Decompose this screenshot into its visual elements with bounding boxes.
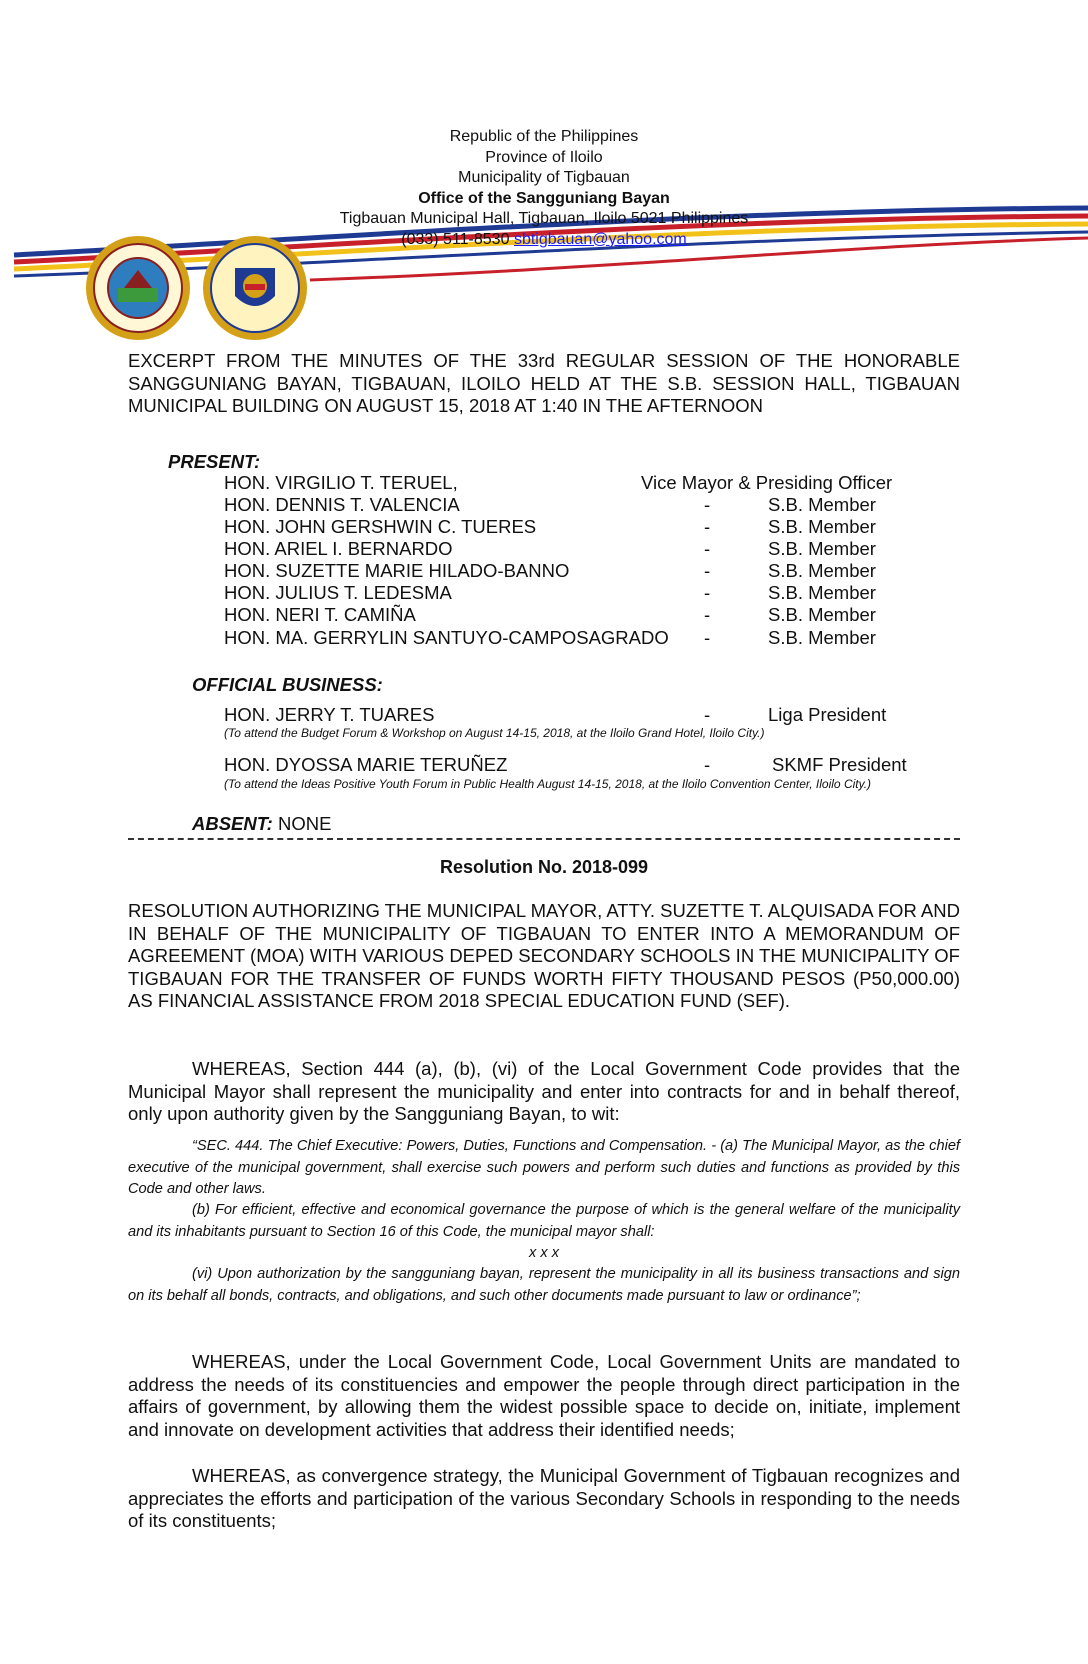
separator-dash: - (704, 538, 711, 559)
attendee-row (224, 604, 924, 626)
separator-dash: - (704, 560, 711, 581)
attendee-name: HON. DYOSSA MARIE TERUÑEZ (224, 754, 508, 775)
attendee-name: HON. MA. GERRYLIN SANTUYO-CAMPOSAGRADO (224, 627, 669, 648)
municipality-line: Municipality of Tigbauan (458, 169, 630, 186)
attendee-name: HON. JERRY T. TUARES (224, 704, 435, 725)
attendee-row (224, 627, 924, 649)
omission-marker: x x x (529, 1245, 559, 1261)
quoted-code-paragraph: “SEC. 444. The Chief Executive: Powers, Duties, Functions and Compensation. - (a) The Municipal Mayor, as the chief executive of the municipal government, shall exercise such powers and perform such duties and functions as provided by this Code and other laws. (128, 1138, 960, 1197)
attendee-name: HON. NERI T. CAMIÑA (224, 604, 416, 625)
absent-line (192, 813, 331, 835)
attendee-row (224, 538, 924, 560)
sangguniang-bayan-seal-logo (201, 234, 309, 342)
section-divider (128, 838, 960, 840)
attendee-position: Vice Mayor & Presiding Officer (641, 472, 893, 493)
attendee-position: Liga President (768, 704, 887, 725)
attendee-position: S.B. Member (768, 582, 876, 603)
email-link[interactable]: sbtigbauan@yahoo.com (513, 230, 687, 248)
attendee-row (224, 516, 924, 538)
republic-line: Republic of the Philippines (449, 128, 639, 145)
absent-value: NONE (278, 813, 332, 834)
resolution-title: RESOLUTION AUTHORIZING THE MUNICIPAL MAYOR, ATTY. SUZETTE T. ALQUISADA FOR AND IN BEHALF OF THE MUNICIPALITY OF TIGBAUAN TO ENTER INTO A MEMORANDUM OF AGREEMENT (MOA) WITH VARIOUS DEPED SECONDARY SCHOOLS IN THE MUNICIPALITY OF TIGBAUAN FOR THE TRANSFER OF FUNDS WORTH FIFTY THOUSAND PESOS (P50,000.00) AS FINANCIAL ASSISTANCE FROM 2018 SPECIAL EDUCATION FUND (SEF). (128, 900, 960, 1011)
whereas-paragraph: WHEREAS, under the Local Government Code, Local Government Units are mandated to address the needs of its constituencies and empower the people through direct participation in the affairs of government, by allowing them the widest possible space to decide on, initiate, implement and innovate on development activities that address their identified needs; (128, 1351, 960, 1440)
separator-dash: - (704, 627, 711, 648)
contact-line (0, 230, 1088, 251)
attendee-name: HON. JOHN GERSHWIN C. TUERES (224, 516, 537, 537)
separator-dash: - (704, 754, 711, 775)
phone-number: (033) 511-8530 (401, 230, 510, 248)
attendee-position: S.B. Member (768, 538, 876, 559)
attendee-name: HON. SUZETTE MARIE HILADO-BANNO (224, 560, 570, 581)
separator-dash: - (704, 704, 711, 725)
separator-dash: - (704, 582, 711, 603)
attendee-row (224, 704, 924, 726)
whereas-paragraph: WHEREAS, as convergence strategy, the Municipal Government of Tigbauan recognizes and appreciates the efforts and participation of the various Secondary Schools in responding to the needs of its constituents; (128, 1465, 960, 1531)
attendee-name: HON. ARIEL I. BERNARDO (224, 538, 453, 559)
quoted-code-paragraph: (b) For efficient, effective and economical governance the purpose of which is the general welfare of the municipality and its inhabitants pursuant to Section 16 of this Code, the municipal mayor shall: (128, 1202, 960, 1240)
attendee-name: HON. VIRGILIO T. TERUEL, (224, 472, 458, 493)
province-line: Province of Iloilo (485, 148, 603, 166)
attendee-position: S.B. Member (768, 604, 876, 625)
attendee-row (224, 582, 924, 604)
attendee-name: HON. JULIUS T. LEDESMA (224, 582, 452, 603)
present-heading: PRESENT: (168, 451, 261, 472)
official-business-heading: OFFICIAL BUSINESS: (192, 674, 383, 695)
attendee-position: SKMF President (772, 754, 907, 775)
minutes-excerpt-heading: EXCERPT FROM THE MINUTES OF THE 33rd REGULAR SESSION OF THE HONORABLE SANGGUNIANG BAYAN, TIGBAUAN, ILOILO HELD AT THE S.B. SESSION HALL, TIGBAUAN MUNICIPAL BUILDING ON AUGUST 15, 2018 AT 1:40 IN THE AFTERNOON (128, 350, 960, 416)
absent-label: ABSENT: (192, 813, 273, 834)
separator-dash: - (704, 604, 711, 625)
attendee-row (224, 754, 924, 776)
attendee-row (224, 494, 924, 516)
quoted-code-paragraph: (vi) Upon authorization by the sangguniang bayan, represent the municipality in all its business transactions and sign on its behalf all bonds, contracts, and obligations, and such other documents made pursuant to law or ordinance”; (128, 1266, 960, 1304)
attendee-name: HON. DENNIS T. VALENCIA (224, 494, 460, 515)
separator-dash: - (704, 494, 711, 515)
attendance-note: (To attend the Ideas Positive Youth Forum in Public Health August 14-15, 2018, at the Iloilo Convention Center, Iloilo City.) (224, 777, 872, 791)
attendee-row (224, 472, 924, 494)
municipality-seal-logo (84, 234, 192, 342)
attendee-position: S.B. Member (768, 494, 876, 515)
resolution-number: Resolution No. 2018-099 (439, 857, 649, 877)
attendee-position: S.B. Member (768, 627, 876, 648)
attendee-position: S.B. Member (768, 560, 876, 581)
attendee-row (224, 560, 924, 582)
letterhead (0, 127, 1088, 250)
whereas-paragraph: WHEREAS, Section 444 (a), (b), (vi) of the Local Government Code provides that the Municipal Mayor shall represent the municipality and enter into contracts for and in behalf thereof, only upon authority given by the Sangguniang Bayan, to wit: (128, 1058, 960, 1124)
attendance-note: (To attend the Budget Forum & Workshop on August 14-15, 2018, at the Iloilo Grand Hotel, Iloilo City.) (224, 726, 765, 740)
address-line: Tigbauan Municipal Hall, Tigbauan, Iloilo 5021 Philippines (339, 210, 749, 227)
attendee-position: S.B. Member (768, 516, 876, 537)
office-line: Office of the Sangguniang Bayan (418, 189, 670, 207)
separator-dash: - (704, 516, 711, 537)
